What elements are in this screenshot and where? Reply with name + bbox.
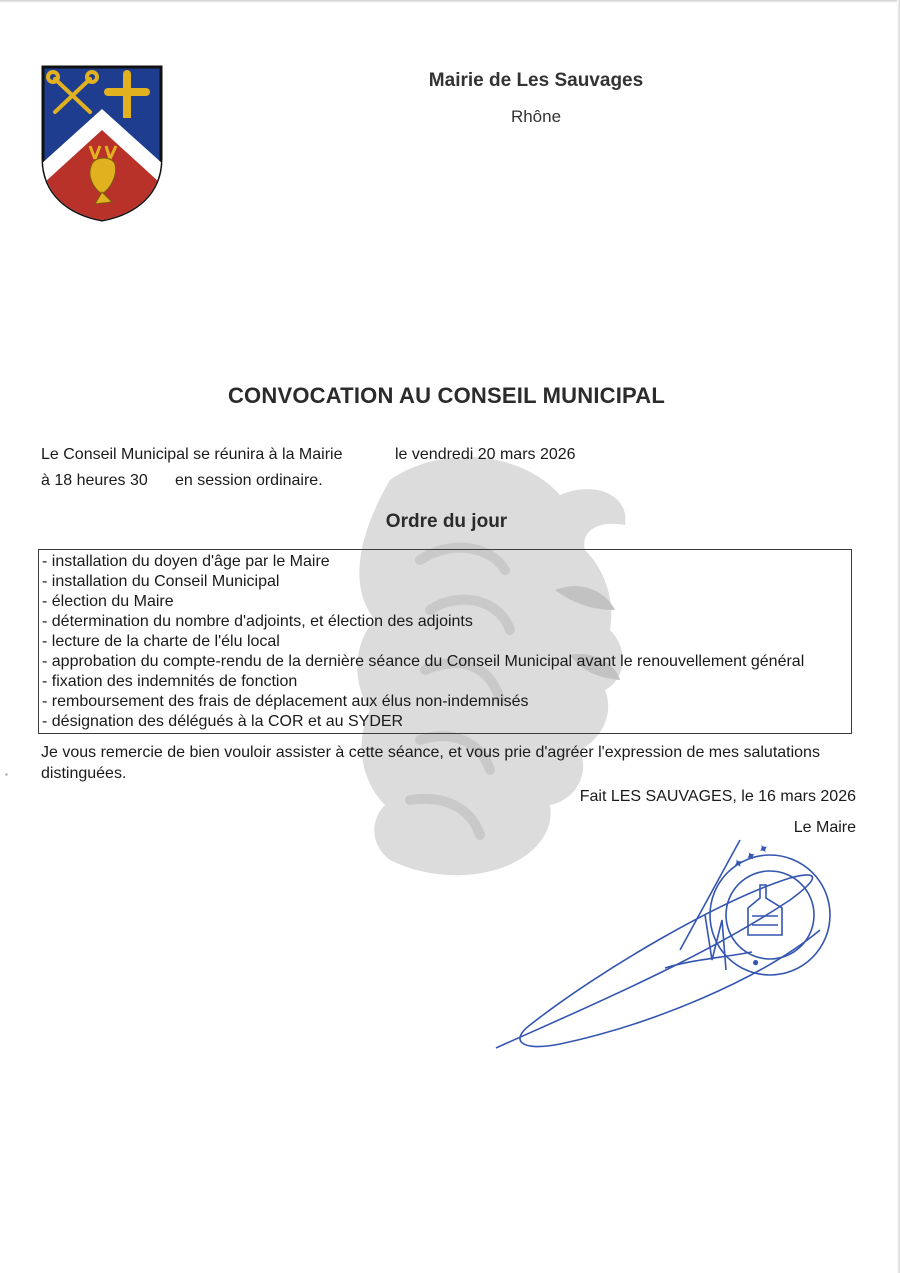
place-and-date: Fait LES SAUVAGES, le 16 mars 2026 [579,788,856,805]
meeting-session: en session ordinaire. [175,472,323,489]
page-top-edge [0,0,900,3]
agenda-item: - lecture de la charte de l'élu local [42,633,280,650]
agenda-item: - élection du Maire [42,593,174,610]
department-name: Rhône [510,107,562,126]
agenda-item: - fixation des indemnités de fonction [42,673,298,690]
stamp-text: ✦ ✦ ✦ [730,839,773,873]
agenda-item: - désignation des délégués à la COR et au SYDER [42,713,404,730]
signer-title: Le Maire [793,819,856,836]
mairie-name: Mairie de Les Sauvages [428,70,644,91]
agenda-item: - approbation du compte-rendu de la dernière séance du Conseil Municipal avant le renouvellement général [42,653,805,670]
agenda-title: Ordre du jour [385,511,508,532]
meeting-location: Le Conseil Municipal se réunira à la Mairie [41,446,343,463]
stamp-code: ● [752,955,760,969]
agenda-box [38,549,852,734]
scan-speck: ▪ [5,770,8,779]
agenda-item: - installation du doyen d'âge par le Maire [42,553,330,570]
coat-of-arms [40,64,164,222]
closing-paragraph: Je vous remercie de bien vouloir assister à cette séance, et vous prie d'agréer l'expression de mes salutations distinguées. [41,744,820,782]
meeting-time: à 18 heures 30 [41,472,148,489]
stamp-and-signature [490,820,850,1060]
agenda-list [39,550,851,732]
meeting-date: le vendredi 20 mars 2026 [395,446,576,463]
agenda-item: - détermination du nombre d'adjoints, et élection des adjoints [42,613,473,630]
agenda-item: - installation du Conseil Municipal [42,573,280,590]
agenda-item: - remboursement des frais de déplacement aux élus non-indemnisés [42,693,529,710]
document-title: CONVOCATION AU CONSEIL MUNICIPAL [227,383,666,408]
